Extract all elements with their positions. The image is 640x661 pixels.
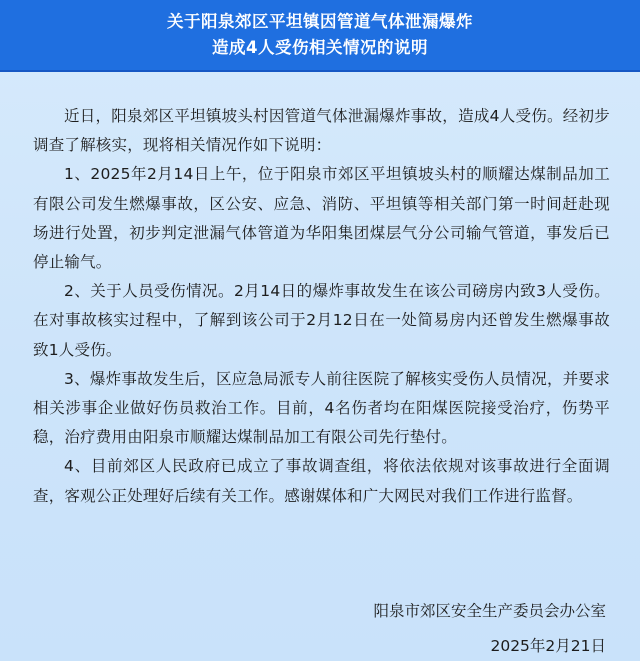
paragraph-3: 3、爆炸事故发生后，区应急局派专人前往医院了解核实受伤人员情况，并要求相关涉事企业做好伤员救治工作。目前，4名伤者均在阳煤医院接受治疗，伤势平稳，治疗费用由阳泉市顺耀达煤制品加工有限公司先行垫付。 xyxy=(33,369,610,447)
title-banner xyxy=(0,0,640,72)
paragraph-4: 4、目前郊区人民政府已成立了事故调查组，将依法依规对该事故进行全面调查，客观公正处理好后续有关工作。感谢媒体和广大网民对我们工作进行监督。 xyxy=(33,457,610,505)
paragraph-2: 2、关于人员受伤情况。2月14日的爆炸事故发生在该公司磅房内致3人受伤。在对事故核实过程中，了解到该公司于2月12日在一处简易房内还曾发生燃爆事故致1人受伤。 xyxy=(33,282,610,359)
issue-date: 2025年2月21日 xyxy=(490,637,606,655)
paragraph-1: 1、2025年2月14日上午，位于阳泉市郊区平坦镇坡头村的顺耀达煤制品加工有限公司发生燃爆事故，区公安、应急、消防、平坦镇等相关部门第一时间赶赴现场进行处置，初步判定泄漏气体管道为华阳集团煤层气分公司输气管道，事发后已停止输气。 xyxy=(33,165,610,272)
signature-block xyxy=(373,597,606,660)
paragraph-intro: 近日，阳泉郊区平坦镇坡头村因管道气体泄漏爆炸事故，造成4人受伤。经初步调查了解核实，现将相关情况作如下说明： xyxy=(33,107,610,155)
title-line-2: 造成4人受伤相关情况的说明 xyxy=(212,38,428,57)
title-line-1: 关于阳泉郊区平坦镇因管道气体泄漏爆炸 xyxy=(167,12,473,31)
notice-body xyxy=(0,102,640,511)
issuing-organization: 阳泉市郊区安全生产委员会办公室 xyxy=(373,602,606,620)
